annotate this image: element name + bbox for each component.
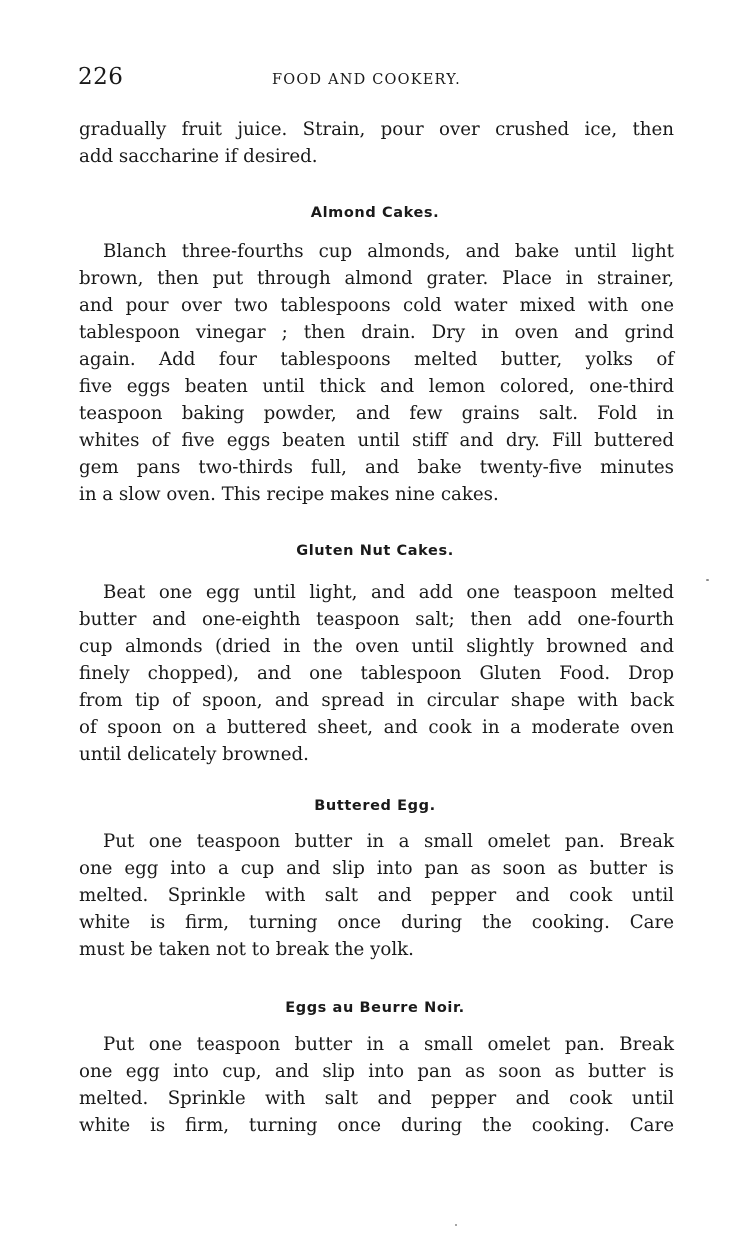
text-line: again. Add four tablespoons melted butter, yolks of: [79, 349, 674, 370]
text-line: in a slow oven. This recipe makes nine cakes.: [79, 484, 499, 505]
running-title: FOOD AND COOKERY.: [272, 72, 461, 88]
recipe-paragraph-eggs-au-beurre-noir: [79, 1031, 674, 1139]
recipe-heading-gluten-nut-cakes: Gluten Nut Cakes.: [296, 543, 454, 559]
text-line: until delicately browned.: [79, 744, 309, 765]
text-line: one egg into a cup and slip into pan as soon as butter is: [79, 858, 674, 879]
text-line: cup almonds (dried in the oven until slightly browned and: [79, 636, 674, 657]
text-line: one egg into cup, and slip into pan as soon as butter is: [79, 1061, 674, 1082]
continuation-paragraph: [79, 116, 674, 170]
paper-speck: [706, 579, 709, 581]
text-line: Put one teaspoon butter in a small omelet pan. Break: [103, 1034, 674, 1055]
text-line: gem pans two-thirds full, and bake twenty-five minutes: [79, 457, 674, 478]
text-line: Beat one egg until light, and add one teaspoon melted: [103, 582, 674, 603]
text-line: of spoon on a buttered sheet, and cook in a moderate oven: [79, 717, 674, 738]
paper-speck: [455, 1224, 457, 1226]
text-line: melted. Sprinkle with salt and pepper and cook until: [79, 885, 674, 906]
text-line: and pour over two tablespoons cold water mixed with one: [79, 295, 674, 316]
recipe-paragraph-almond-cakes: [79, 238, 674, 508]
recipe-paragraph-buttered-egg: [79, 828, 674, 963]
recipe-heading-buttered-egg: Buttered Egg.: [314, 798, 436, 814]
text-line: tablespoon vinegar ; then drain. Dry in oven and grind: [79, 322, 674, 343]
recipe-heading-almond-cakes: Almond Cakes.: [310, 205, 440, 221]
text-line: teaspoon baking powder, and few grains salt. Fold in: [79, 403, 674, 424]
text-line: whites of five eggs beaten until stiff and dry. Fill buttered: [79, 430, 674, 451]
text-line: from tip of spoon, and spread in circular shape with back: [79, 690, 674, 711]
text-line: must be taken not to break the yolk.: [79, 939, 414, 960]
text-line: butter and one-eighth teaspoon salt; then add one-fourth: [79, 609, 674, 630]
text-line: five eggs beaten until thick and lemon colored, one-third: [79, 376, 674, 397]
text-line: white is firm, turning once during the cooking. Care: [79, 1115, 674, 1136]
recipe-paragraph-gluten-nut-cakes: [79, 579, 674, 768]
text-line: finely chopped), and one tablespoon Gluten Food. Drop: [79, 663, 674, 684]
text-line: Put one teaspoon butter in a small omelet pan. Break: [103, 831, 674, 852]
text-line: gradually fruit juice. Strain, pour over crushed ice, then: [79, 119, 674, 140]
text-line: melted. Sprinkle with salt and pepper and cook until: [79, 1088, 674, 1109]
page-number: 226: [78, 64, 124, 90]
text-line: white is firm, turning once during the cooking. Care: [79, 912, 674, 933]
text-line: Blanch three-fourths cup almonds, and bake until light: [103, 241, 674, 262]
recipe-heading-eggs-au-beurre-noir: Eggs au Beurre Noir.: [285, 1000, 465, 1016]
text-line: add saccharine if desired.: [79, 146, 318, 167]
text-line: brown, then put through almond grater. Place in strainer,: [79, 268, 674, 289]
